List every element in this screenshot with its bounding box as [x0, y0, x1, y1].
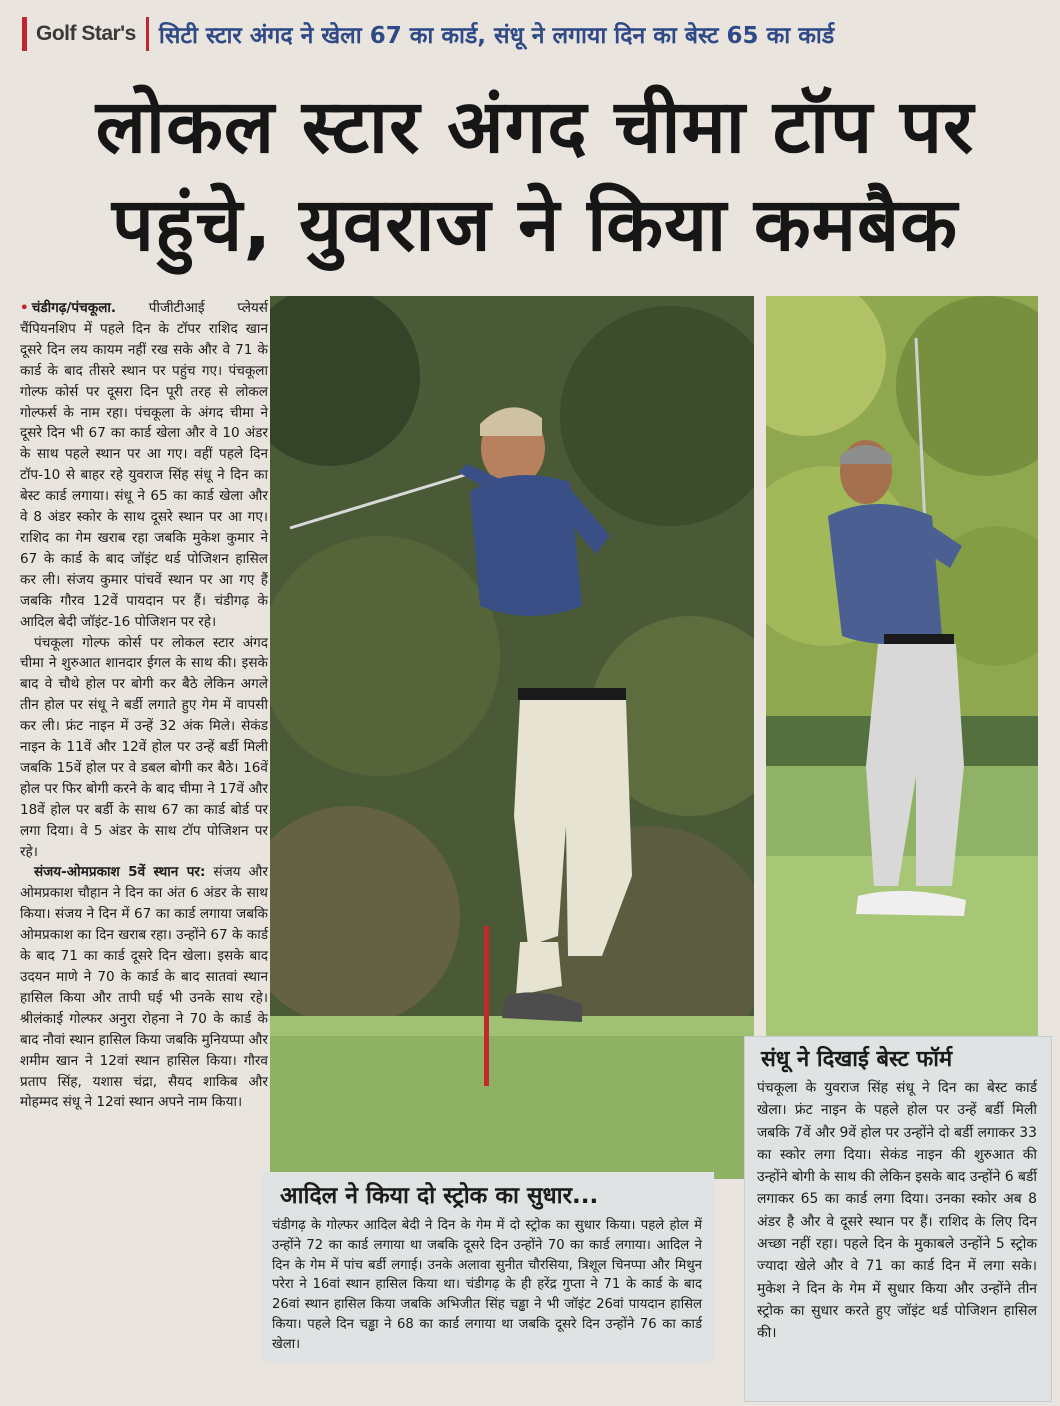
article-para-1 [20, 298, 268, 633]
para-3-text: संजय और ओमप्रकाश चौहान ने दिन का अंत 6 अंडर के साथ किया। संजय ने दिन में 67 का कार्ड लगाया जबकि ओमप्रकाश का दिन खराब रहा। उन्होंने 67 के कार्ड के बाद 71 का कार्ड दूसरे दिन खेला। इसके बाद उदयन माणे ने 70 के कार्ड के बाद सातवां स्थान हासिल किया और तापी घई भी उनके साथ रहे। श्रीलंकाई गोल्फर अनुरा रोहना ने 70 के कार्ड के बाद नौवां स्थान हासिल किया जबकि मुनियप्पा और शमीम खान ने 12वां स्थान हासिल किया। गौरव प्रताप सिंह, यशास चंद्रा, सैयद शाकिब और मोहम्मद संधू ने 12वां स्थान अपने नाम किया। [20, 864, 268, 1111]
main-headline [20, 78, 1050, 274]
top-strip [22, 8, 1052, 60]
caption-title-adil: आदिल ने किया दो स्ट्रोक का सुधार... [280, 1183, 599, 1209]
article-para-3 [20, 862, 268, 1113]
para-1-text: पीजीटीआई प्लेयर्स चैंपियनशिप में पहले दिन के टॉपर राशिद खान दूसरे दिन लय कायम नहीं रख सके और वे 71 के कार्ड के बाद तीसरे स्थान पर पहुंच गए। पंचकूला गोल्फ कोर्स पर दूसरा दिन पूरी तरह से लोकल गोल्फर्स के नाम रहा। पंचकूला के अंगद चीमा ने दूसरे दिन भी 67 का कार्ड खेला और वे 10 अंडर के साथ पहले स्थान पर आ गए। वहीं पहले दिन टॉप-10 से बाहर रहे युवराज सिंह संधू ने दिन का बेस्ट कार्ड लगाया। संधू ने 65 का कार्ड खेला और वे 8 अंडर स्कोर के साथ दूसरे स्थान पर आ गए। राशिद का गेम खराब रहा जबकि मुकेश कुमार ने 67 के कार्ड के बाद जॉइंट थर्ड पोजिशन हासिल कर ली। संजय कुमार पांचवें स्थान पर आ गए हैं जबकि गौरव 12वें पायदान पर हैं। चंडीगढ़ के आदिल बेदी जॉइंट-16 पोजिशन पर रहे। [20, 300, 268, 630]
article-para-2: पंचकूला गोल्फ कोर्स पर लोकल स्टार अंगद चीमा ने शुरुआत शानदार ईगल के साथ की। इसके बाद वे चौथे होल पर बोगी कर बैठे लेकिन अगले तीन होल पर संधू ने बर्डी लगाते हुए गेम में वापसी कर ली। फ्रंट नाइन में उन्हें 32 अंक मिले। सेकंड नाइन के 11वें और 12वें होल पर उन्हें बर्डी मिली जबकि 15वें होल पर वे डबल बोगी कर बैठे। 16वें होल पर फिर बोगी करने के बाद चीमा ने 17वें और 18वें होल पर बर्डी के साथ 67 का कार्ड बोर्ड पर लगा दिया। वे 5 अंडर के साथ टॉप पोजिशन पर रहे। [20, 634, 268, 860]
golfer-illustration-main [270, 296, 754, 1179]
caption-box-adil [262, 1172, 714, 1362]
strip-separator [146, 17, 149, 51]
golfer-photo-main [270, 296, 754, 1179]
article-body-left [20, 298, 268, 1396]
golfer-illustration-side [766, 296, 1038, 1040]
caption-box-sandhu [744, 1036, 1052, 1402]
caption-text-sandhu: पंचकूला के युवराज सिंह संधू ने दिन का बेस्ट कार्ड खेला। फ्रंट नाइन के पहले होल पर उन्हें बर्डी मिली जबकि 7वें और 9वें होल पर उन्होंने दो बर्डी लगाकर 33 का स्कोर लगा दिया। सेकंड नाइन की शुरुआत की उन्होंने बोगी के साथ की लेकिन इसके बाद उन्होंने 6 बर्डी लगाकर 65 का कार्ड लगा दिया। उनका स्कोर अब 8 अंडर है और वे दूसरे स्थान पर हैं। राशिद के लिए दिन अच्छा नहीं रहा। पहले दिन के मुकाबले उन्होंने 5 स्ट्रोक ज्यादा खेले और वे 71 का कार्ड दिन में लगा सके। मुकेश ने दिन के गेम में सुधार किया और उन्होंने तीन स्ट्रोक का सुधार करते हुए जॉइंट थर्ड पोजिशन हासिल की। [757, 1080, 1037, 1342]
golfer-photo-side [766, 296, 1038, 1040]
caption-title-sandhu: संधू ने दिखाई बेस्ट फॉर्म [761, 1047, 953, 1072]
headline-line-1: लोकल स्टार अंगद चीमा टॉप पर [95, 84, 975, 170]
caption-text-adil: चंडीगढ़ के गोल्फर आदिल बेदी ने दिन के गेम में दो स्ट्रोक का सुधार किया। पहले होल में उन्होंने 72 का कार्ड लगाया था जबकि दूसरे दिन उन्होंने 70 का कार्ड लगाया। आदिल ने दिन के गेम में पांच बर्डी लगाई। उनके अलावा सुनीत चौरसिया, त्रिशूल चिनप्पा और मिथुन परेरा ने 16वां स्थान हासिल किया था। चंडीगढ़ के ही हरेंद्र गुप्ता ने 71 के कार्ड के बाद 26वां स्थान हासिल किया जबकि अभिजीत सिंह चड्ढा ने भी जॉइंट 26वां पायदान हासिल किया। पहले दिन चड्ढा ने 68 का कार्ड लगाया था जबकि दूसरे दिन उन्होंने 76 का कार्ड खेला। [272, 1218, 702, 1352]
subheading: संजय-ओमप्रकाश 5वें स्थान पर: [34, 864, 206, 881]
dateline: • चंडीगढ़/पंचकूला. [20, 300, 116, 316]
strip-accent-bar [22, 17, 27, 51]
kicker-headline: सिटी स्टार अंगद ने खेला 67 का कार्ड, संधू ने लगाया दिन का बेस्ट 65 का कार्ड [158, 23, 835, 49]
section-tag: Golf Star's [36, 22, 136, 45]
headline-line-2: पहुंचे, युवराज ने किया कमबैक [111, 182, 959, 268]
